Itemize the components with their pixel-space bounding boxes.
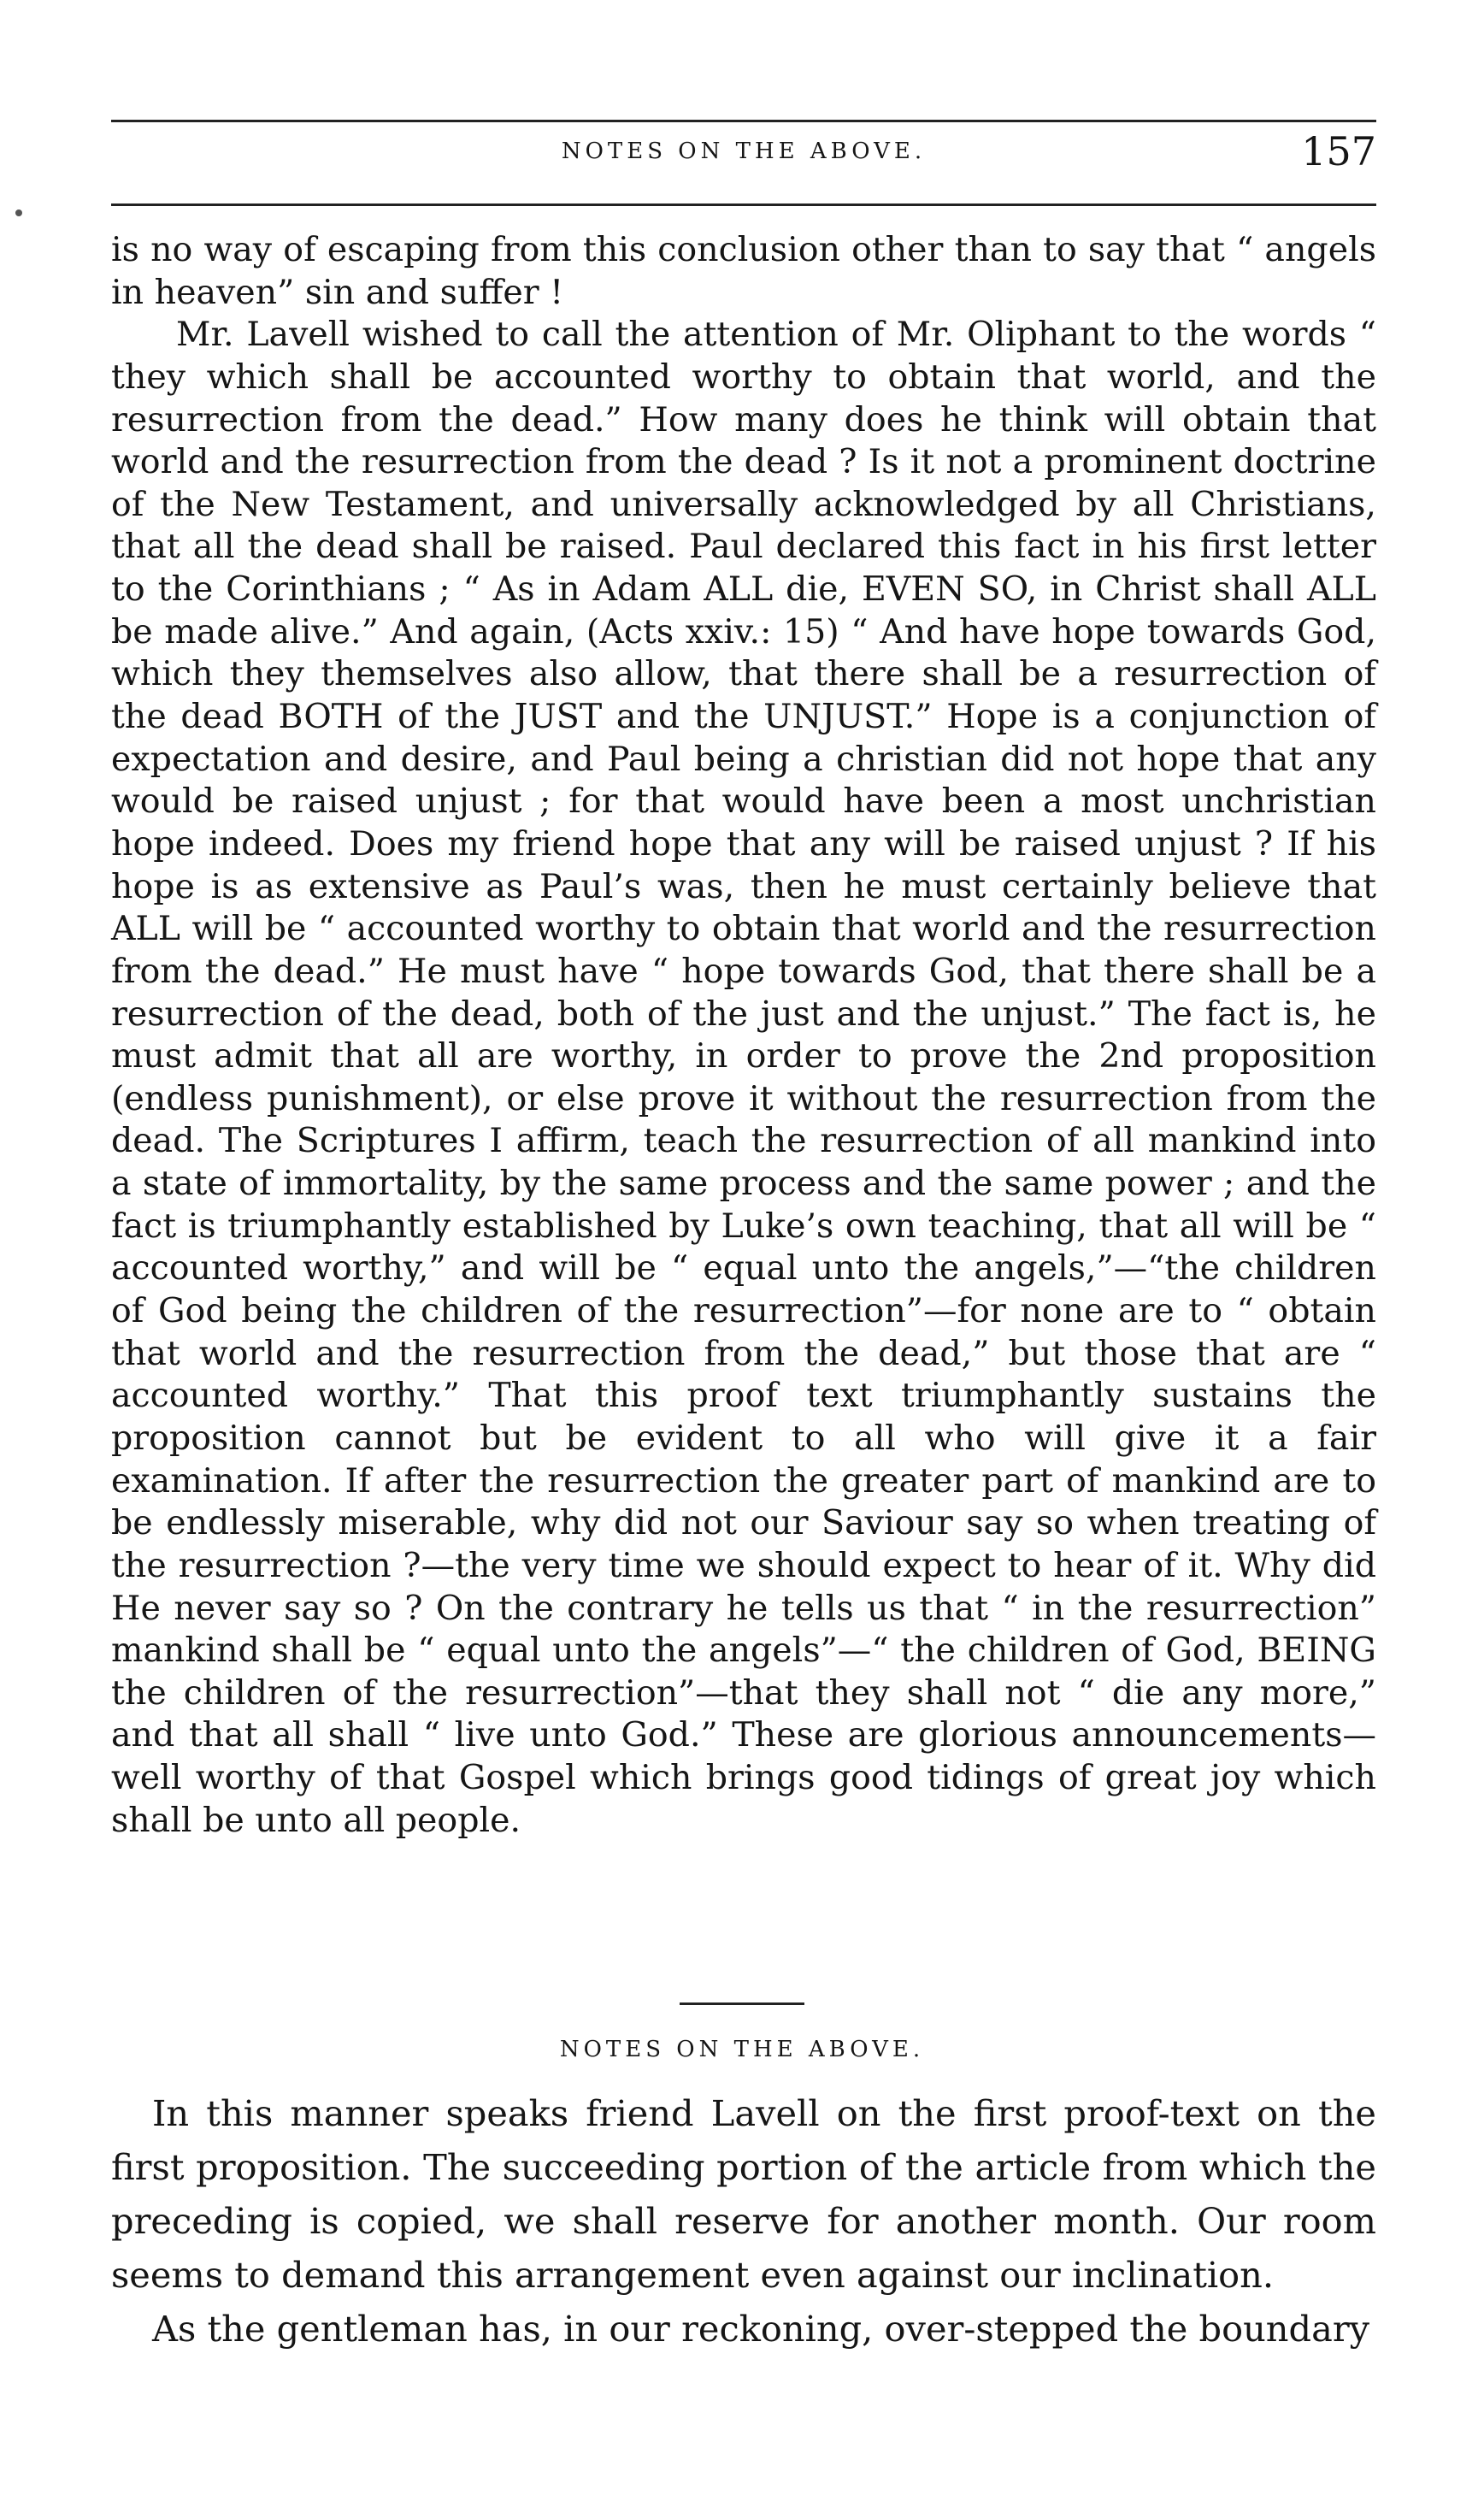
page-header bbox=[111, 128, 1376, 188]
page-number: 157 bbox=[1301, 128, 1376, 174]
margin-dot bbox=[15, 209, 22, 216]
notes-title: NOTES ON THE ABOVE. bbox=[559, 2037, 925, 2062]
section-divider bbox=[680, 2002, 804, 2005]
header-rule bbox=[111, 203, 1376, 206]
article-body bbox=[111, 229, 1376, 1842]
article-paragraph: Mr. Lavell wished to call the attention of Mr. Oliphant to the words “ they which shall be accounted worthy to obtain that world, and the resurrection from the dead.” How many does he think will obtain that world and the resurrection from the dead ? Is it not a prominent doctrine of the New Testament, and universally acknowledged by all Christians, that all the dead shall be raised. Paul declared this fact in his first letter to the Corinthians ; “ As in Adam ALL die, EVEN SO, in Christ shall ALL be made alive.” And again, (Acts xxiv.: 15) “ And have hope towards God, which they themselves also allow, that there shall be a resurrection of the dead BOTH of the JUST and the UNJUST.” Hope is a conjunction of expectation and desire, and Paul being a christian did not hope that any would be raised unjust ; for that would have been a most unchristian hope indeed. Does my friend hope that any will be raised unjust ? If his hope is as extensive as Paul’s was, then he must certainly believe that ALL will be “ accounted worthy to obtain that world and the resurrection from the dead.” He must have “ hope towards God, that there shall be a resurrection of the dead, both of the just and the unjust.” The fact is, he must admit that all are worthy, in order to prove the 2nd proposition (endless punishment), or else prove it without the resurrection from the dead. The Scriptures I affirm, teach the resurrection of all mankind into a state of immortality, by the same process and the same power ; and the fact is triumphantly established by Luke’s own teaching, that all will be “ accounted worthy,” and will be “ equal unto the angels,”—“the children of God being the children of the resurrection”—for none are to “ obtain that world and the resurrection from the dead,” but those that are “ accounted worthy.” That this proof text triumphantly sustains the proposition cannot but be evident to all who will give it a fair examination. If after the resurrection the greater part of mankind are to be endlessly miserable, why did not our Saviour say so when treating of the resurrection ?—the very time we should expect to hear of it. Why did He never say so ? On the contrary he tells us that “ in the resurrection” mankind shall be “ equal unto the angels”—“ the children of God, BEING the children of the resurrection”—that they shall not “ die any more,” and that all shall “ live unto God.” These are glorious announcements—well worthy of that Gospel which brings good tidings of great joy which shall be unto all people. bbox=[111, 315, 1376, 1840]
notes-paragraph: In this manner speaks friend Lavell on the first proof-text on the first proposition. The succeeding portion of the article from which the preceding is copied, we shall reserve for another month. Our room seems to demand this arrangement even against our inclination. bbox=[111, 2092, 1376, 2297]
notes-paragraph: As the gentleman has, in our reckoning, over-stepped the boundary bbox=[152, 2308, 1370, 2350]
notes-body bbox=[111, 2086, 1376, 2356]
top-rule bbox=[111, 120, 1376, 122]
article-paragraph: is no way of escaping from this conclusion other than to say that “ angels in heaven” sin and suffer ! bbox=[111, 230, 1376, 312]
running-head: NOTES ON THE ABOVE. bbox=[561, 139, 927, 164]
